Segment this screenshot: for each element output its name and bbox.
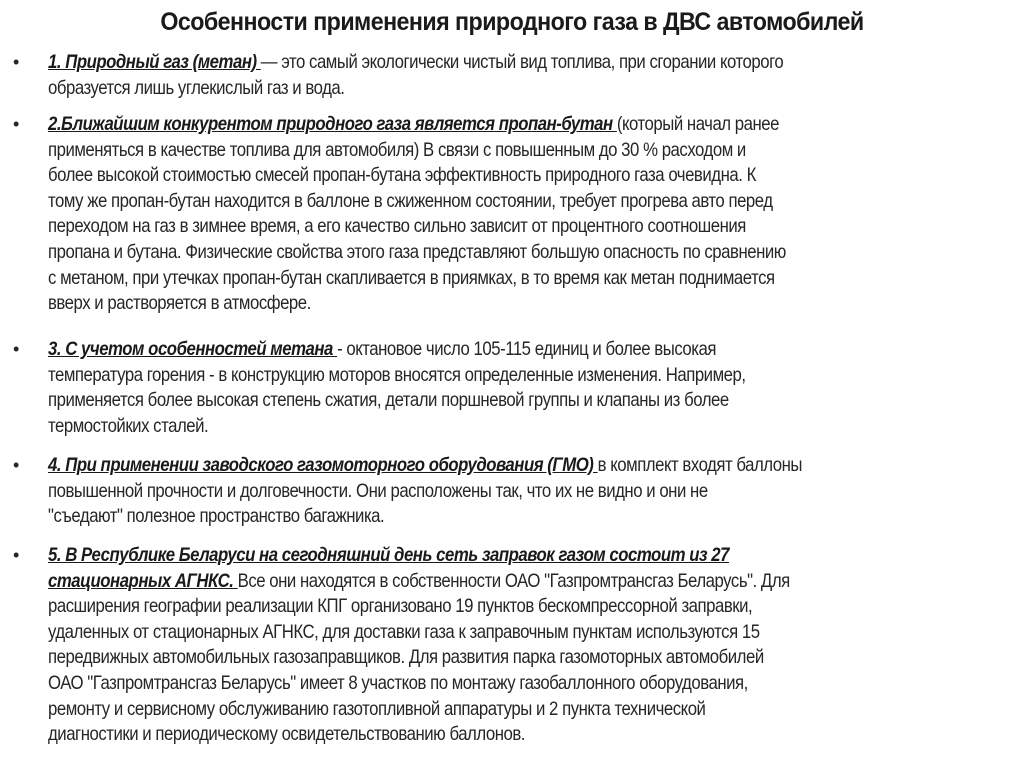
item-text: расширения географии реализации КПГ организовано 19 пунктов бескомпрессорной заправки,	[48, 595, 753, 618]
text-line	[48, 76, 344, 102]
item-text: ремонту и сервисному обслуживанию газотопливной аппаратуры и 2 пункта технической	[48, 697, 706, 720]
item-text: (который начал ранее	[616, 113, 780, 135]
item-text: диагностики и периодическому освидетельствованию баллонов.	[48, 723, 526, 746]
bullet-icon: •	[13, 545, 20, 565]
text-line	[48, 112, 779, 138]
item-text: более высокой стоимостью смесей пропан-бутана эффективность природного газа очевидна. К	[48, 164, 756, 187]
text-line	[48, 645, 764, 671]
text-line	[48, 50, 783, 76]
text-line	[48, 240, 786, 266]
text-line	[48, 138, 746, 164]
item-text: с метаном, при утечках пропан-бутан скапливается в приямках, в то время как метан поднимается	[48, 266, 775, 289]
text-line	[48, 266, 775, 292]
item-text: "съедают" полезное пространство багажника.	[48, 505, 385, 528]
text-line	[48, 214, 746, 240]
text-line	[48, 337, 716, 363]
text-line	[48, 189, 773, 215]
text-line	[48, 620, 760, 646]
item-heading: 3. С учетом особенностей метана	[48, 338, 338, 360]
item-text: применяется более высокая степень сжатия, детали поршневой группы и клапаны из более	[48, 389, 729, 412]
slide-title: Особенности применения природного газа в ДВС автомобилей	[160, 8, 864, 36]
item-text: в комплект входят баллоны	[597, 454, 803, 476]
text-line	[48, 453, 802, 479]
item-text: повышенной прочности и долговечности. Они расположены так, что их не видно и они не	[48, 479, 708, 502]
text-line	[48, 414, 208, 440]
text-line	[48, 504, 384, 530]
item-text: термостойких сталей.	[48, 414, 209, 437]
text-line	[48, 671, 748, 697]
item-text: температура горения - в конструкцию моторов вносятся определенные изменения. Например,	[48, 363, 746, 386]
item-text: пропана и бутана. Физические свойства этого газа представляют большую опасность по сравнению	[48, 241, 786, 263]
text-line	[48, 479, 708, 505]
text-line	[48, 163, 756, 189]
item-text: — это самый экологически чистый вид топлива, при сгорании которого	[260, 51, 784, 73]
item-text: применяться в качестве топлива для автомобиля) В связи с повышенным до 30 % расходом и	[48, 138, 746, 161]
text-line	[48, 291, 311, 317]
item-heading: 1. Природный газ (метан)	[48, 51, 261, 73]
bullet-icon: •	[13, 114, 20, 134]
text-line	[48, 363, 746, 389]
item-text: удаленных от стационарных АГНКС, для доставки газа к заправочным пунктам используются 15	[48, 620, 760, 643]
bullet-icon: •	[13, 339, 20, 359]
text-line	[48, 697, 705, 723]
item-text: ОАО "Газпромтрансгаз Беларусь" имеет 8 участков по монтажу газобаллонного оборудования,	[48, 672, 748, 694]
item-text: Все они находятся в собственности ОАО "Газпромтрансгаз Беларусь". Для	[237, 569, 790, 592]
item-heading: 2.Ближайшим конкурентом природного газа является пропан-бутан	[48, 113, 617, 135]
item-heading: 4. При применении заводского газомоторного оборудования (ГМО)	[48, 454, 598, 476]
text-line	[48, 722, 525, 748]
item-text: вверх и растворяется в атмосфере.	[48, 292, 311, 315]
item-heading: 5. В Республике Беларуси на сегодняшний день сеть заправок газом состоит из 27	[48, 544, 729, 566]
bullet-icon: •	[13, 455, 20, 475]
text-line	[48, 543, 729, 569]
text-line	[48, 594, 752, 620]
text-line	[48, 569, 790, 595]
text-line	[48, 388, 729, 414]
item-text: передвижных автомобильных газозаправщиков. Для развития парка газомоторных автомобилей	[48, 646, 764, 669]
bullet-icon: •	[13, 52, 20, 72]
item-text: образуется лишь углекислый газ и вода.	[48, 76, 345, 99]
item-heading: стационарных АГНКС.	[48, 569, 238, 592]
item-text: - октановое число 105-115 единиц и более высокая	[337, 338, 716, 360]
item-text: тому же пропан-бутан находится в баллоне в сжиженном состоянии, требует прогрева авто перед	[48, 189, 773, 212]
item-text: переходом на газ в зимнее время, а его качество сильно зависит от процентного соотношения	[48, 215, 746, 238]
